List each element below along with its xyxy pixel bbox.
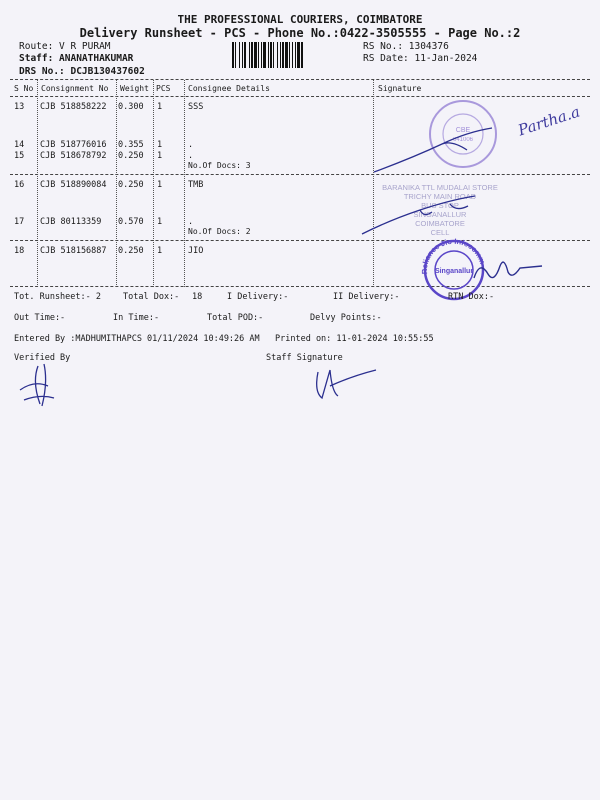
runsheet-subtitle: Delivery Runsheet - PCS - Phone No.:0422-3505555 - Page No.:2 — [79, 26, 521, 40]
printed-on: Printed on: 11-01-2024 10:55:55 — [275, 334, 434, 344]
row-consignment: CJB 518678792 — [40, 151, 107, 161]
row-consignment: CJB 518776016 — [40, 140, 107, 150]
col-divider — [116, 80, 117, 287]
rtn-dox: RTN Dox:- — [448, 292, 495, 302]
col-weight: Weight — [120, 84, 149, 93]
route-label: Route: V R PURAM — [19, 41, 111, 52]
row-weight: 0.300 — [118, 102, 144, 112]
row-consignment: CJB 518156887 — [40, 246, 107, 256]
jio-stamp-text: Reliance Jio Infocomm — [419, 238, 488, 275]
col-signature: Signature — [378, 84, 422, 93]
post-code-line2: 641006 — [452, 137, 474, 143]
col-divider — [153, 80, 154, 287]
row-pcs: 1 — [157, 246, 163, 256]
verified-by-label: Verified By — [14, 353, 71, 363]
drs-label: DRS No.: DCJB130437602 — [19, 66, 145, 77]
row-details: SSS — [188, 102, 204, 112]
row-sno: 17 — [14, 217, 25, 227]
post-code-line1: CBE — [455, 127, 471, 134]
in-time: In Time:- — [113, 313, 160, 323]
row-consignment: CJB 518858222 — [40, 102, 107, 112]
row-pcs: 1 — [157, 180, 163, 190]
signature-row18 — [470, 252, 550, 286]
row-sno: 15 — [14, 151, 25, 161]
row-pcs: 1 — [157, 140, 163, 150]
row-weight: 0.250 — [118, 151, 144, 161]
row-details: . — [188, 151, 194, 161]
row-details: TMB — [188, 180, 204, 190]
row-details: . — [188, 140, 194, 150]
barcode-image — [232, 42, 354, 68]
rs-number: RS No.: 1304376 — [363, 41, 449, 52]
company-title: THE PROFESSIONAL COURIERS, COIMBATORE — [177, 13, 423, 26]
row-consignment: CJB 80113359 — [40, 217, 102, 227]
shop-stamp-line: COIMBATORE — [415, 219, 465, 228]
delivery-points: Delvy Points:- — [310, 313, 382, 323]
row-docs-count: No.Of Docs: 2 — [188, 227, 251, 236]
total-pod: Total POD:- — [207, 313, 264, 323]
col-consignee: Consignee Details — [188, 84, 270, 93]
staff-signature-label: Staff Signature — [266, 353, 343, 363]
jio-stamp-inner: Singanallur — [434, 268, 474, 275]
total-dox-value: 18 — [192, 292, 203, 302]
row-details: . — [188, 217, 194, 227]
row-sno: 13 — [14, 102, 25, 112]
entered-by: Entered By :MADHUMITHAPCS 01/11/2024 10:49:26 AM — [14, 334, 260, 344]
rs-date: RS Date: 11-Jan-2024 — [363, 53, 478, 64]
col-divider — [184, 80, 185, 287]
i-delivery: I Delivery:- — [227, 292, 289, 302]
shop-stamp-line: SINGANALLUR — [413, 210, 467, 219]
out-time: Out Time:- — [14, 313, 66, 323]
row-weight: 0.570 — [118, 217, 144, 227]
signature-row16 — [360, 190, 500, 240]
shop-stamp-line: TRICHY MAIN ROAD — [403, 192, 477, 201]
total-dox-label: Total Dox:- — [123, 292, 180, 302]
row-details: JIO — [188, 246, 204, 256]
row-weight: 0.355 — [118, 140, 144, 150]
row-sno: 18 — [14, 246, 25, 256]
row-docs-count: No.Of Docs: 3 — [188, 161, 251, 170]
row-weight: 0.250 — [118, 246, 144, 256]
handwritten-name: Partha.a — [515, 102, 583, 140]
staff-label: Staff: ANANATHAKUMAR — [19, 53, 134, 64]
verifier-signature — [14, 360, 64, 410]
row-sno: 14 — [14, 140, 25, 150]
shop-stamp-line: BARANIKA TTL MUDALAI STORE — [382, 183, 498, 192]
row-pcs: 1 — [157, 217, 163, 227]
row-weight: 0.250 — [118, 180, 144, 190]
shop-stamp-line: CELL — [430, 228, 450, 237]
col-sno: S No — [14, 84, 34, 93]
row-consignment: CJB 518890084 — [40, 180, 107, 190]
barcode-bar — [301, 42, 303, 68]
col-pcs: PCS — [156, 84, 171, 93]
col-consignment: Consignment No — [41, 84, 109, 93]
row-pcs: 1 — [157, 151, 163, 161]
row-pcs: 1 — [157, 102, 163, 112]
row-sno: 16 — [14, 180, 25, 190]
shop-stamp-line: BUS STOP — [421, 201, 459, 210]
signature-row13 — [372, 120, 532, 180]
ii-delivery: II Delivery:- — [333, 292, 400, 302]
table-top-border — [10, 79, 590, 80]
col-divider — [37, 80, 38, 287]
staff-signature — [312, 362, 382, 404]
total-runsheet: Tot. Runsheet:- 2 — [14, 292, 101, 302]
